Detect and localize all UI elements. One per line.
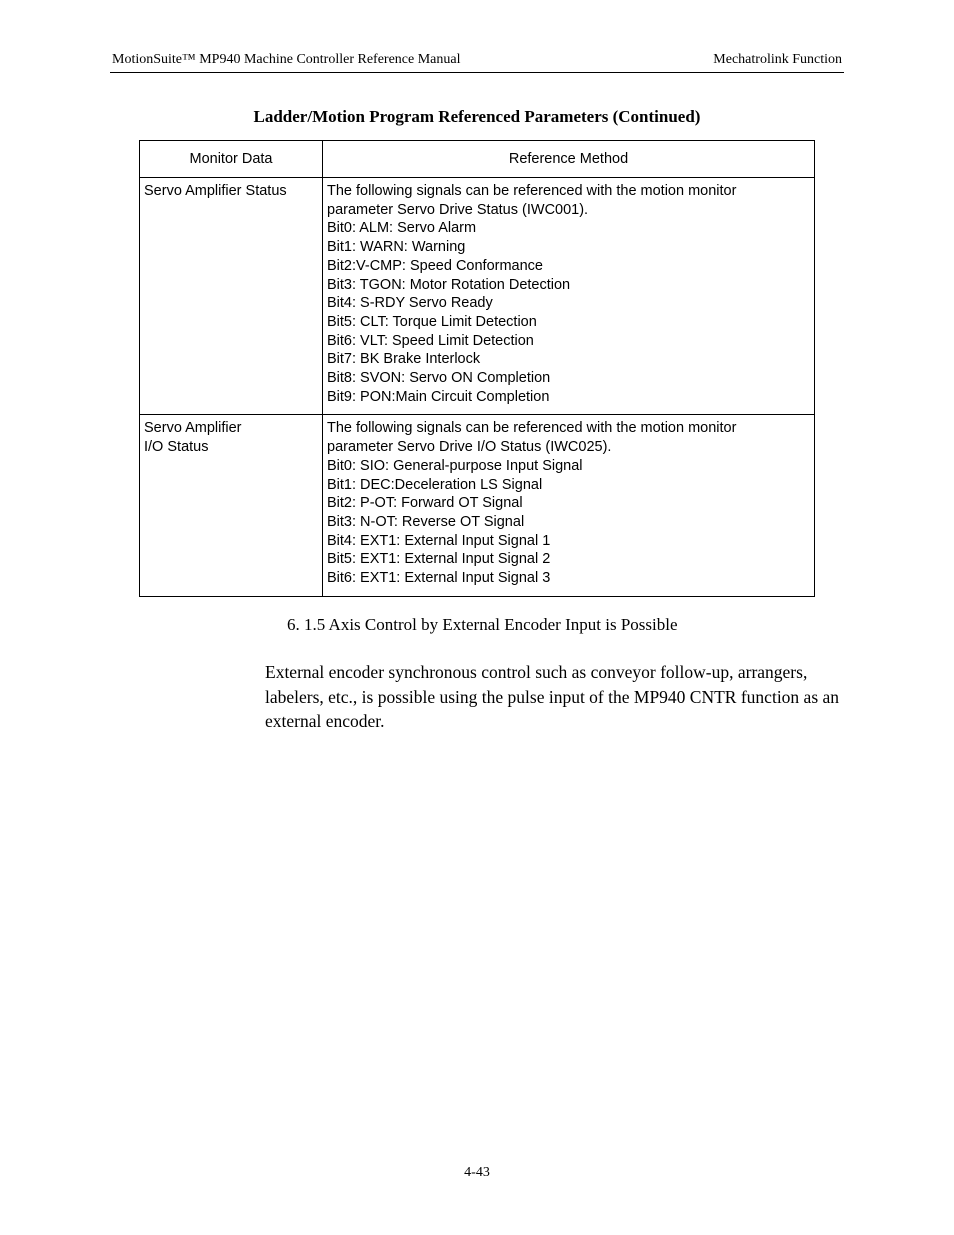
method-line: Bit1: WARN: Warning [327,239,466,256]
method-line: Bit3: N-OT: Reverse OT Signal [327,513,525,530]
method-line: parameter Servo Drive I/O Status (IWC025). [327,439,612,456]
monitor-data-cell [140,415,323,596]
monitor-line: Servo Amplifier [144,420,242,437]
method-line: Bit7: BK Brake Interlock [327,351,481,368]
section-heading: 6. 1.5 Axis Control by External Encoder Input is Possible [287,615,678,634]
method-line: The following signals can be referenced with the motion monitor [327,183,737,199]
table-row [140,415,815,596]
method-line: Bit2: P-OT: Forward OT Signal [327,495,523,512]
monitor-line: Servo Amplifier Status [144,183,287,199]
method-line: The following signals can be referenced with the motion monitor [327,420,737,437]
method-line: Bit9: PON:Main Circuit Completion [327,388,550,405]
method-line: Bit4: S-RDY Servo Ready [327,295,493,312]
method-line: Bit5: CLT: Torque Limit Detection [327,313,537,330]
table-title: Ladder/Motion Program Referenced Parameters (Continued) [253,107,701,126]
method-line: Bit0: SIO: General-purpose Input Signal [327,457,583,474]
reference-method-cell [323,415,815,596]
reference-method-cell [323,178,815,415]
header-divider [110,72,844,73]
method-line: Bit4: EXT1: External Input Signal 1 [327,532,551,549]
running-header-title: MotionSuite™ MP940 Machine Controller Reference Manual [112,52,461,67]
method-line: Bit0: ALM: Servo Alarm [327,220,477,237]
method-line: Bit5: EXT1: External Input Signal 2 [327,551,551,568]
monitor-line: I/O Status [144,439,209,456]
table-header-row [140,141,815,178]
method-line: Bit6: VLT: Speed Limit Detection [327,332,534,349]
method-line: Bit6: EXT1: External Input Signal 3 [327,570,551,587]
body-paragraph: External encoder synchronous control such as conveyor follow-up, arrangers, labelers, etc., is possible using the pulse input of the MP940 CNTR function as an external encoder. [265,662,840,731]
page-number: 4-43 [464,1165,490,1180]
method-line: Bit2:V-CMP: Speed Conformance [327,257,543,274]
table-row [140,178,815,415]
method-line: Bit8: SVON: Servo ON Completion [327,370,551,387]
method-line: parameter Servo Drive Status (IWC001). [327,201,589,218]
monitor-data-cell [140,178,323,415]
column-header-reference-method: Reference Method [323,141,815,178]
method-line: Bit1: DEC:Deceleration LS Signal [327,476,543,493]
method-line: Bit3: TGON: Motor Rotation Detection [327,276,571,293]
reference-parameters-table [139,140,815,597]
running-header-section: Mechatrolink Function [713,52,842,67]
column-header-monitor-data: Monitor Data [140,141,323,178]
